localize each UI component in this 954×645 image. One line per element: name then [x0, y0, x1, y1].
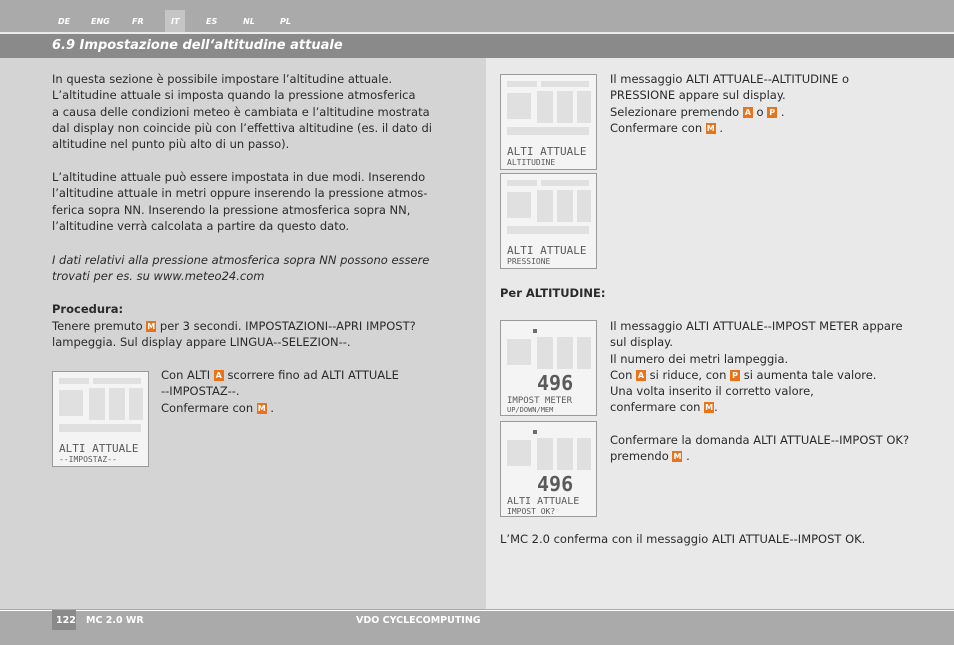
- lcd-display-impost-meter: [500, 320, 597, 416]
- lcd-display-impost-ok: [500, 421, 597, 517]
- svg-text:496: 496: [537, 371, 574, 395]
- modes-paragraph: L’altitudine attuale può essere impostata in due modi. Inserendo l’altitudine attuale in metri oppure inserendo la pressione atmos- ferica sopra NN. Inserendo la pressione atmosferica sopra NN, l’altitudine verrà calcolata a partire da questo dato.: [52, 170, 428, 233]
- lang-tab-de[interactable]: DE: [58, 17, 71, 26]
- svg-text:PRESSIONE: PRESSIONE: [507, 257, 551, 266]
- lcd-display-pressione: [500, 173, 597, 269]
- impost-meter-block: Il messaggio ALTI ATTUALE--IMPOST METER appare sul display. Il numero dei metri lampeggia. Con A si riduce, con P si aumenta tale valore. Una volta inserito il corretto valore, confermare con M.: [610, 319, 903, 415]
- lcd-display-altitudine: [500, 74, 597, 170]
- lang-tab-es[interactable]: ES: [206, 17, 218, 26]
- lang-tab-it[interactable]: IT: [171, 17, 180, 26]
- p-key-icon: P: [730, 370, 740, 381]
- page-number: 122: [56, 615, 76, 626]
- p-key-icon: P: [767, 107, 777, 118]
- a-key-icon: A: [744, 107, 751, 117]
- svg-text:ALTI ATTUALE: ALTI ATTUALE: [507, 496, 580, 507]
- m-key-icon: M: [706, 123, 715, 133]
- procedure-heading: Procedura:: [52, 302, 124, 316]
- svg-text:UP/DOWN/MEM: UP/DOWN/MEM: [507, 406, 554, 414]
- footer-model: MC 2.0 WR: [86, 615, 144, 626]
- svg-text:ALTI ATTUALE: ALTI ATTUALE: [59, 442, 139, 455]
- lcd-display-impostaz: [52, 371, 149, 467]
- svg-text:ALTI ATTUALE: ALTI ATTUALE: [507, 145, 587, 158]
- lang-tab-pl[interactable]: PL: [280, 17, 291, 26]
- section-title-bar: [0, 34, 954, 58]
- svg-text:--IMPOSTAZ--: --IMPOSTAZ--: [59, 455, 117, 464]
- m-key-icon: M: [705, 403, 714, 413]
- language-bar: [0, 0, 954, 32]
- note-paragraph: I dati relativi alla pressione atmosferica sopra NN possono essere trovati per es. su www.meteo24.com: [52, 253, 430, 284]
- altitude-heading: Per ALTITUDINE:: [500, 286, 606, 300]
- svg-text:IMPOST OK?: IMPOST OK?: [507, 507, 556, 516]
- a-key-icon: A: [637, 370, 645, 380]
- lang-tab-nl[interactable]: NL: [243, 17, 255, 26]
- procedure-step-2: Con ALTI A scorrere fino ad ALTI ATTUALE --IMPOSTAZ--. Confermare con M .: [161, 368, 399, 415]
- final-confirmation-text: L’MC 2.0 conferma con il messaggio ALTI ATTUALE--IMPOST OK.: [500, 532, 866, 546]
- m-key-icon: M: [673, 452, 682, 462]
- svg-text:IMPOST METER: IMPOST METER: [507, 396, 573, 406]
- lang-tab-eng[interactable]: ENG: [91, 17, 110, 26]
- a-key-icon: A: [215, 371, 222, 380]
- procedure-step-1: Tenere premuto M per 3 secondi. IMPOSTAZIONI--APRI IMPOST? lampeggia. Sul display appare LINGUA--SELEZION--.: [52, 319, 416, 350]
- svg-text:ALTITUDINE: ALTITUDINE: [507, 158, 556, 167]
- footer-brand: VDO CYCLECOMPUTING: [356, 615, 481, 626]
- intro-paragraph: In questa sezione è possibile impostare l’altitudine attuale. L’altitudine attuale si imposta quando la pressione atmosferica a causa delle condizioni meteo è cambiata e l’altitudine mostrata dal display non coincide più con l’effettiva altitudine (es. il dato di altitudine nel punto più alto di un passo).: [52, 72, 432, 152]
- lang-tab-fr[interactable]: FR: [132, 17, 144, 26]
- section-title: 6.9 Impostazione dell‘altitudine attuale: [52, 38, 343, 53]
- m-key-icon: M: [257, 403, 266, 413]
- m-key-icon: M: [147, 322, 156, 331]
- altitude-selection-block: Il messaggio ALTI ATTUALE--ALTITUDINE o PRESSIONE appare sul display. Selezionare premendo A o P . Confermare con M .: [610, 72, 849, 135]
- svg-text:496: 496: [537, 472, 574, 496]
- footer-divider: [0, 610, 954, 611]
- svg-text:ALTI ATTUALE: ALTI ATTUALE: [507, 244, 587, 257]
- impost-ok-block: Confermare la domanda ALTI ATTUALE--IMPOST OK? premendo M .: [610, 433, 910, 464]
